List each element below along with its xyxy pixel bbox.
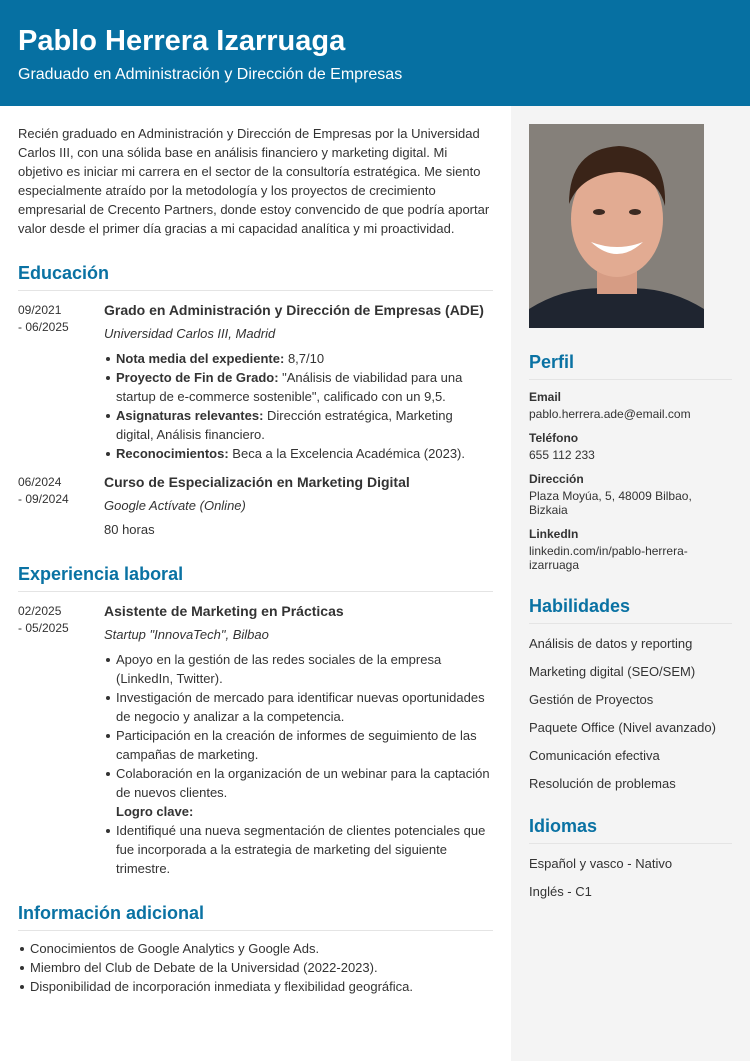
bullet: Miembro del Club de Debate de la Universidad (2022-2023). <box>30 958 493 977</box>
contact-phone <box>529 431 732 462</box>
contact-label: Email <box>529 390 562 404</box>
entry-title: Curso de Especialización en Marketing Digital <box>104 474 410 490</box>
education-heading: Educación <box>18 263 493 291</box>
education-entry <box>18 473 493 539</box>
experience-entry <box>18 602 493 878</box>
header <box>0 0 750 106</box>
entry-org: Universidad Carlos III, Madrid <box>104 326 276 341</box>
skill-item: Gestión de Proyectos <box>529 692 654 707</box>
date-end: - 09/2024 <box>18 492 69 506</box>
summary: Recién graduado en Administración y Dirección de Empresas por la Universidad Carlos III, con una sólida base en análisis financiero y marketing digital. Mi objetivo es iniciar mi carrera en el sector de la consultoría estratégica. Me siento especialmente atraído por la metodología y los proyectos de crecimiento empresarial de Crecento Partners, donde estoy convencido de que podría aportar valor desde el primer día gracias a mi capacidad analítica y mi proactividad. <box>18 126 490 236</box>
skill-item: Resolución de problemas <box>529 776 676 791</box>
language-item: Español y vasco - Nativo <box>529 856 673 871</box>
language-item: Inglés - C1 <box>529 884 592 899</box>
achievement: Identifiqué una nueva segmentación de clientes potenciales que fue incorporada a la estrategia de marketing del siguiente trimestre. <box>116 821 493 878</box>
bullet: Disponibilidad de incorporación inmediata y flexibilidad geográfica. <box>30 977 493 996</box>
entry-detail: 80 horas <box>104 522 155 537</box>
date-start: 09/2021 <box>18 303 62 317</box>
date-end: - 06/2025 <box>18 320 69 334</box>
entry-date <box>18 301 104 463</box>
languages-heading: Idiomas <box>529 816 732 844</box>
bullet: Proyecto de Fin de Grado: "Análisis de viabilidad para una startup de e-commerce sostenible", calificado con un 9,5. <box>116 368 493 406</box>
bullet: Investigación de mercado para identificar nuevas oportunidades de negocio y analizar a la competencia. <box>116 688 493 726</box>
skill-item: Marketing digital (SEO/SEM) <box>529 664 696 679</box>
contact-value: 655 112 233 <box>529 448 595 462</box>
entry-date <box>18 602 104 878</box>
entry-org: Google Actívate (Online) <box>104 498 246 513</box>
skill-item: Paquete Office (Nivel avanzado) <box>529 720 716 735</box>
contact-value: Plaza Moyúa, 5, 48009 Bilbao, Bizkaia <box>529 489 692 517</box>
candidate-subtitle: Graduado en Administración y Dirección de Empresas <box>18 66 403 83</box>
contact-address <box>529 472 732 517</box>
education-entry <box>18 301 493 463</box>
profile-heading: Perfil <box>529 352 732 380</box>
bullet: Conocimientos de Google Analytics y Google Ads. <box>30 939 493 958</box>
profile-photo <box>529 124 704 328</box>
skills-heading: Habilidades <box>529 596 732 624</box>
bullet: Colaboración en la organización de un webinar para la captación de nuevos clientes. <box>116 764 493 802</box>
date-start: 06/2024 <box>18 475 62 489</box>
bullet: Participación en la creación de informes de seguimiento de las campañas de marketing. <box>116 726 493 764</box>
entry-title: Asistente de Marketing en Prácticas <box>104 603 344 619</box>
entry-title: Grado en Administración y Dirección de Empresas (ADE) <box>104 302 484 318</box>
entry-org: Startup "InnovaTech", Bilbao <box>104 627 269 642</box>
skill-item: Comunicación efectiva <box>529 748 660 763</box>
contact-email <box>529 390 732 421</box>
entry-bullets <box>104 650 493 878</box>
candidate-name: Pablo Herrera Izarruaga <box>18 25 346 57</box>
entry-date <box>18 473 104 539</box>
contact-label: Teléfono <box>529 431 579 445</box>
additional-info <box>18 903 493 996</box>
contact-value[interactable]: linkedin.com/in/pablo-herrera-izarruaga <box>529 544 688 572</box>
entry-bullets <box>104 349 493 463</box>
contact-label: LinkedIn <box>529 527 579 541</box>
experience-heading: Experiencia laboral <box>18 564 493 592</box>
additional-heading: Información adicional <box>18 903 493 931</box>
date-end: - 05/2025 <box>18 621 69 635</box>
contact-label: Dirección <box>529 472 584 486</box>
bullet: Nota media del expediente: 8,7/10 <box>116 349 493 368</box>
sidebar <box>511 106 750 1061</box>
main-column <box>18 106 493 996</box>
date-start: 02/2025 <box>18 604 62 618</box>
contact-linkedin <box>529 527 732 572</box>
bullet: Asignaturas relevantes: Dirección estratégica, Marketing digital, Análisis financiero. <box>116 406 493 444</box>
achievement-label: Logro clave: <box>116 804 194 819</box>
contact-value[interactable]: pablo.herrera.ade@email.com <box>529 407 691 421</box>
bullet: Reconocimientos: Beca a la Excelencia Académica (2023). <box>116 444 493 463</box>
bullet: Apoyo en la gestión de las redes sociales de la empresa (LinkedIn, Twitter). <box>116 650 493 688</box>
skill-item: Análisis de datos y reporting <box>529 636 693 651</box>
